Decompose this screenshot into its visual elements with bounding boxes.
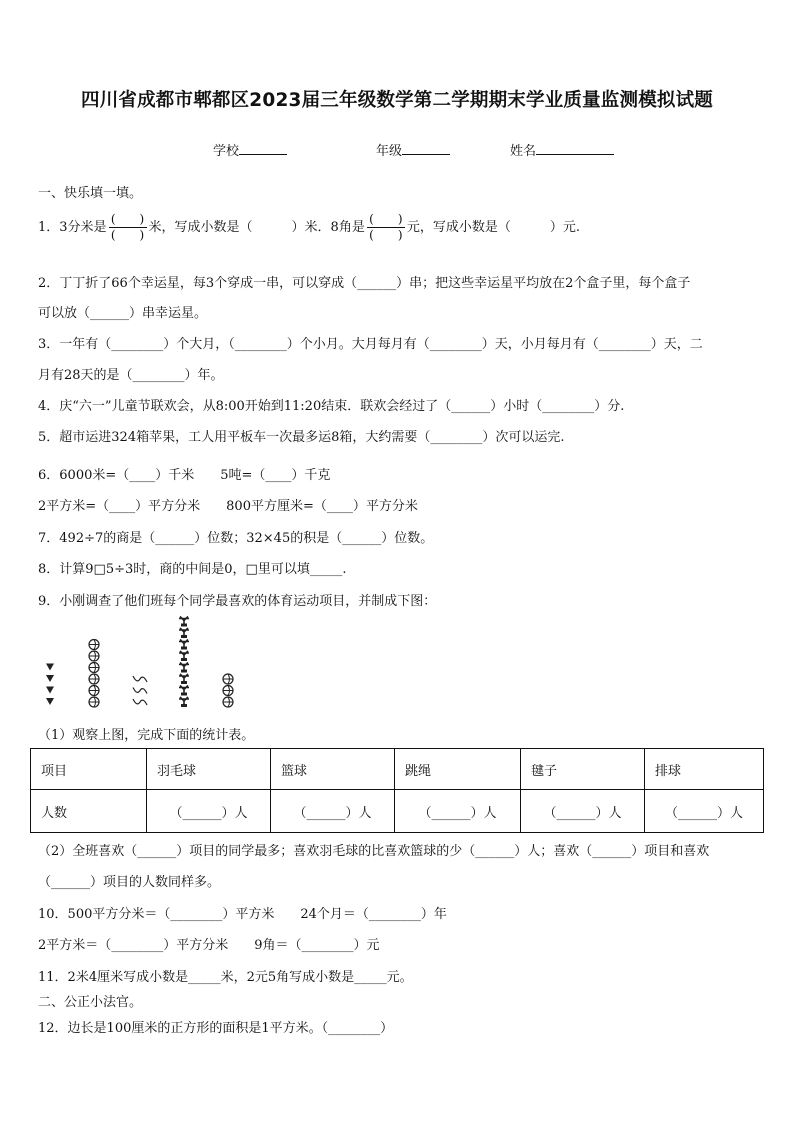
sports-pictograph [34, 612, 254, 712]
question-2-line-1: 2．丁丁折了66个幸运星，每3个穿成一串，可以穿成（______）串；把这些幸运星平均放在2个盒子里，每个盒子 [38, 276, 691, 291]
fraction-2 [367, 212, 405, 243]
question-12: 12．边长是100厘米的正方形的面积是1平方米。（________） [38, 1021, 394, 1036]
name-blank[interactable] [536, 142, 614, 155]
question-9-part-2-line-2: （______）项目的人数同样多。 [38, 875, 221, 890]
ball-icon [89, 640, 99, 650]
statistics-table [30, 748, 764, 833]
fraction-1-denominator[interactable]: ( ) [110, 228, 145, 242]
question-4: 4．庆“六一”儿童节联欢会，从8:00开始到11:20结束．联欢会经过了（______）小时（________）分. [38, 399, 625, 414]
grade-blank[interactable] [402, 142, 450, 155]
question-9-part-2-line-1: （2）全班喜欢（______）项目的同学最多；喜欢羽毛球的比喜欢篮球的少（______）人；喜欢（______）项目和喜欢 [38, 844, 710, 859]
header-cell-item: 项目 [31, 749, 147, 790]
ball-icon [89, 686, 99, 696]
jianzi-icon [179, 674, 189, 684]
jianzi-icon [179, 651, 189, 661]
cell-basketball-count[interactable]: （______）人 [271, 790, 395, 833]
ball-icon [89, 674, 99, 684]
question-7: 7．492÷7的商是（______）位数；32×45的积是（______）位数。 [38, 531, 434, 546]
question-3-line-1: 3．一年有（________）个大月，（________）个小月。大月每月有（________）天，小月每月有（________）天，二 [38, 337, 703, 352]
fraction-2-denominator[interactable]: ( ) [369, 228, 403, 242]
jianzi-icon [179, 617, 189, 627]
jianzi-icon [179, 663, 189, 673]
pictograph-column-volley [223, 674, 233, 707]
jianzi-icon [179, 686, 189, 696]
ball-icon [89, 651, 99, 661]
rope-icon [133, 688, 147, 694]
name-field [510, 140, 614, 159]
volley-icon [223, 674, 233, 684]
row-label-count: 人数 [31, 790, 147, 833]
fraction-1 [109, 212, 147, 243]
header-cell-badminton: 羽毛球 [147, 749, 271, 790]
question-9-part-1: （1）观察上图，完成下面的统计表。 [38, 728, 255, 743]
question-8: 8．计算9□5÷3时，商的中间是0，□里可以填_____. [38, 562, 347, 577]
pictograph-column-jianzi [179, 617, 189, 708]
pictograph-column-rope [133, 676, 147, 705]
shuttle-icon [46, 675, 54, 682]
header-cell-shuttlecock: 毽子 [521, 749, 645, 790]
header-cell-volleyball: 排球 [645, 749, 764, 790]
cell-jump-rope-count[interactable]: （______）人 [395, 790, 521, 833]
shuttle-icon [46, 687, 54, 694]
pictograph-column-ball [89, 640, 99, 708]
question-3-line-2: 月有28天的是（________）年。 [38, 368, 224, 383]
cell-shuttlecock-count[interactable]: （______）人 [521, 790, 645, 833]
rope-icon [133, 676, 147, 682]
table-row [31, 790, 764, 833]
school-label: 学校 [213, 144, 240, 159]
question-10-line-2: 2平方米＝（________）平方分米 9角＝（________）元 [38, 938, 380, 953]
question-6-line-2: 2平方米=（____）平方分米 800平方厘米=（____）平方分米 [38, 499, 418, 514]
page-title: 四川省成都市郫都区2023届三年级数学第二学期期末学业质量监测模拟试题 [81, 90, 713, 111]
fraction-2-numerator[interactable]: ( ) [369, 212, 403, 226]
name-label: 姓名 [510, 144, 537, 159]
shuttle-icon [46, 664, 54, 671]
ball-icon [89, 663, 99, 673]
pictograph-column-shuttle [46, 664, 54, 706]
q1-text-a: 1．3分米是 [38, 220, 107, 235]
question-1 [38, 212, 580, 243]
question-11: 11．2米4厘米写成小数是_____米，2元5角写成小数是_____元。 [38, 970, 413, 985]
volley-icon [223, 697, 233, 707]
volley-icon [223, 686, 233, 696]
table-header-row [31, 749, 764, 790]
school-field [213, 140, 287, 159]
cell-volleyball-count[interactable]: （______）人 [645, 790, 764, 833]
question-10-line-1: 10．500平方分米＝（________）平方米 24个月＝（________）年 [38, 907, 447, 922]
grade-label: 年级 [376, 144, 403, 159]
q1-text-b: 米，写成小数是（ ）米．8角是 [148, 220, 365, 235]
section-1-heading: 一、快乐填一填。 [38, 186, 143, 201]
cell-badminton-count[interactable]: （______）人 [147, 790, 271, 833]
rope-icon [133, 699, 147, 705]
question-9: 9．小刚调查了他们班每个同学最喜欢的体育运动项目，并制成下图： [38, 594, 437, 609]
school-blank[interactable] [239, 142, 287, 155]
question-5: 5．超市运进324箱苹果，工人用平板车一次最多运8箱，大约需要（________）次可以运完. [38, 430, 565, 445]
shuttle-icon [46, 698, 54, 705]
grade-field [376, 140, 450, 159]
header-cell-jump-rope: 跳绳 [395, 749, 521, 790]
question-2-line-2: 可以放（______）串幸运星。 [38, 306, 208, 321]
section-2-heading: 二、公正小法官。 [38, 995, 143, 1010]
jianzi-icon [179, 697, 189, 707]
jianzi-icon [179, 628, 189, 638]
fraction-1-numerator[interactable]: ( ) [110, 212, 145, 226]
q1-text-c: 元，写成小数是（ ）元. [406, 220, 580, 235]
ball-icon [89, 697, 99, 707]
header-cell-basketball: 篮球 [271, 749, 395, 790]
question-6-line-1: 6．6000米=（____）千米 5吨=（____）千克 [38, 468, 331, 483]
jianzi-icon [179, 640, 189, 650]
